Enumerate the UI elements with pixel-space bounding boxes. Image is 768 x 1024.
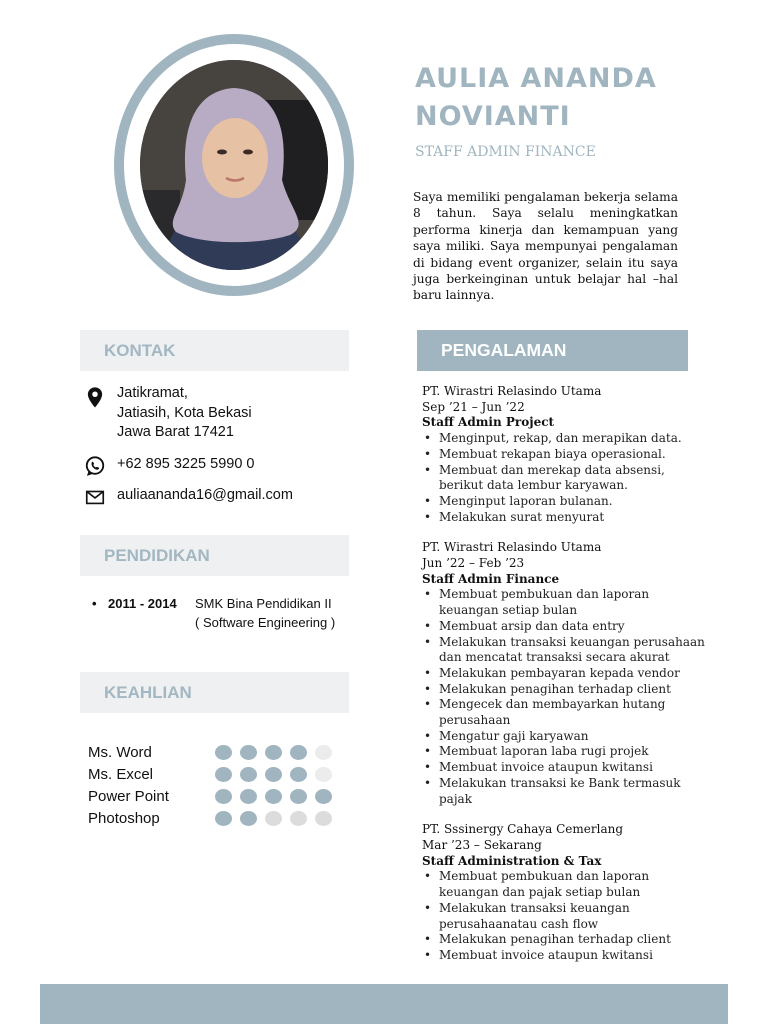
job-task: • Menginput, rekap, dan merapikan data. [422,431,712,447]
job-company: PT. Sssinergy Cahaya Cemerlang [422,822,624,837]
profile-photo-frame [114,34,354,296]
job-tasks [422,431,712,525]
profile-photo-border [124,44,344,286]
skill-row [88,741,332,763]
skill-name: Ms. Excel [88,765,154,783]
job-entry [422,540,712,807]
skill-rating [215,811,332,826]
rating-dot-filled [215,811,232,826]
rating-dot-filled [240,811,257,826]
job-task: • Mengatur gaji karyawan [422,729,712,745]
job-company: PT. Wirastri Relasindo Utama [422,540,602,555]
rating-dot-filled [240,767,257,782]
job-task: • Membuat arsip dan data entry [422,619,712,635]
job-role: Staff Administration & Tax [422,853,602,868]
job-task: • Membuat invoice ataupun kwitansi [422,948,712,964]
mail-icon [84,486,106,508]
job-task: • Melakukan transaksi keuangan perusahaan dan mencatat transaksi secara akurat [422,635,712,666]
rating-dot-empty [265,811,282,826]
education-years: 2011 - 2014 [108,596,177,611]
experience-list [422,384,712,979]
job-entry [422,822,712,963]
job-task: • Melakukan pembayaran kepada vendor [422,666,712,682]
rating-dot-filled [240,789,257,804]
rating-dot-filled [265,767,282,782]
email-text: auliaananda16@gmail.com [117,487,293,503]
job-task: • Melakukan transaksi ke Bank termasuk pajak [422,776,712,807]
rating-dot-filled [265,745,282,760]
rating-dot-empty [315,745,332,760]
candidate-name-line2: NOVIANTI [415,101,571,132]
job-task: • Mengecek dan membayarkan hutang perusahaan [422,697,712,728]
education-major: ( Software Engineering ) [195,615,336,630]
job-task: • Melakukan surat menyurat [422,510,712,526]
contact-heading: KONTAK [80,330,349,371]
job-period: Sep ’21 – Jun ’22 [422,399,525,414]
rating-dot-filled [215,745,232,760]
skill-row [88,785,332,807]
job-period: Jun ’22 – Feb ’23 [422,556,525,571]
candidate-title: STAFF ADMIN FINANCE [415,144,596,160]
education-details [195,594,335,632]
experience-heading: PENGALAMAN [417,330,688,371]
skill-row [88,807,332,829]
rating-dot-filled [290,789,307,804]
candidate-name-line1: AULIA ANANDA [415,63,657,94]
candidate-name [415,60,735,136]
education-school: SMK Bina Pendidikan II [195,596,332,611]
rating-dot-filled [240,745,257,760]
skill-name: Ms. Word [88,743,152,761]
job-task: • Membuat laporan laba rugi projek [422,744,712,760]
map-pin-icon [84,384,106,406]
skill-rating [215,789,332,804]
job-company: PT. Wirastri Relasindo Utama [422,384,602,398]
address-line-1: Jatikramat, [117,385,188,401]
profile-summary: Saya memiliki pengalaman bekerja selama 8 tahun. Saya selalu meningkatkan performa kinerja dan kemampuan yang saya miliki. Saya mempunyai pengalaman di bidang event organizer, selain itu saya juga berkeinginan untuk belajar hal –hal baru lainnya. [413,190,678,303]
job-task: • Melakukan transaksi keuangan perusahaanatau cash flow [422,901,712,932]
job-task: • Melakukan penagihan terhadap client [422,932,712,948]
address-line-2: Jatiasih, Kota Bekasi [117,404,252,421]
skill-row [88,763,332,785]
contact-phone [84,455,254,477]
rating-dot-filled [215,789,232,804]
contact-email [84,486,293,508]
rating-dot-empty [315,811,332,826]
rating-dot-filled [215,767,232,782]
job-task: • Membuat pembukuan dan laporan keuangan setiap bulan [422,587,712,618]
skills-heading: KEAHLIAN [80,672,349,713]
bullet-icon: • [92,596,97,611]
rating-dot-empty [315,767,332,782]
job-task: • Membuat dan merekap data absensi, berikut data lembur karyawan. [422,463,712,494]
job-role: Staff Admin Project [422,415,555,430]
rating-dot-filled [290,767,307,782]
whatsapp-icon [84,455,106,477]
address-line-3: Jawa Barat 17421 [117,424,234,440]
profile-photo [140,60,328,270]
education-heading: PENDIDIKAN [80,535,349,576]
contact-address [84,384,252,443]
job-role: Staff Admin Finance [422,571,560,586]
footer-bar [40,984,728,1024]
rating-dot-empty [290,811,307,826]
rating-dot-filled [290,745,307,760]
job-period: Mar ’23 – Sekarang [422,837,542,852]
skill-name: Photoshop [88,809,160,827]
job-task: • Membuat rekapan biaya operasional. [422,447,712,463]
skill-rating [215,745,332,760]
education-item [92,594,335,632]
address-text [117,384,252,443]
phone-text: +62 895 3225 5990 0 [117,456,255,472]
job-task: • Membuat invoice ataupun kwitansi [422,760,712,776]
rating-dot-filled [315,789,332,804]
skill-name: Power Point [88,787,169,805]
skill-rating [215,767,332,782]
job-entry [422,384,712,525]
job-task: • Melakukan penagihan terhadap client [422,682,712,698]
job-tasks [422,869,712,963]
job-task: • Menginput laporan bulanan. [422,494,712,510]
rating-dot-filled [265,789,282,804]
job-tasks [422,587,712,807]
job-task: • Membuat pembukuan dan laporan keuangan dan pajak setiap bulan [422,869,712,900]
